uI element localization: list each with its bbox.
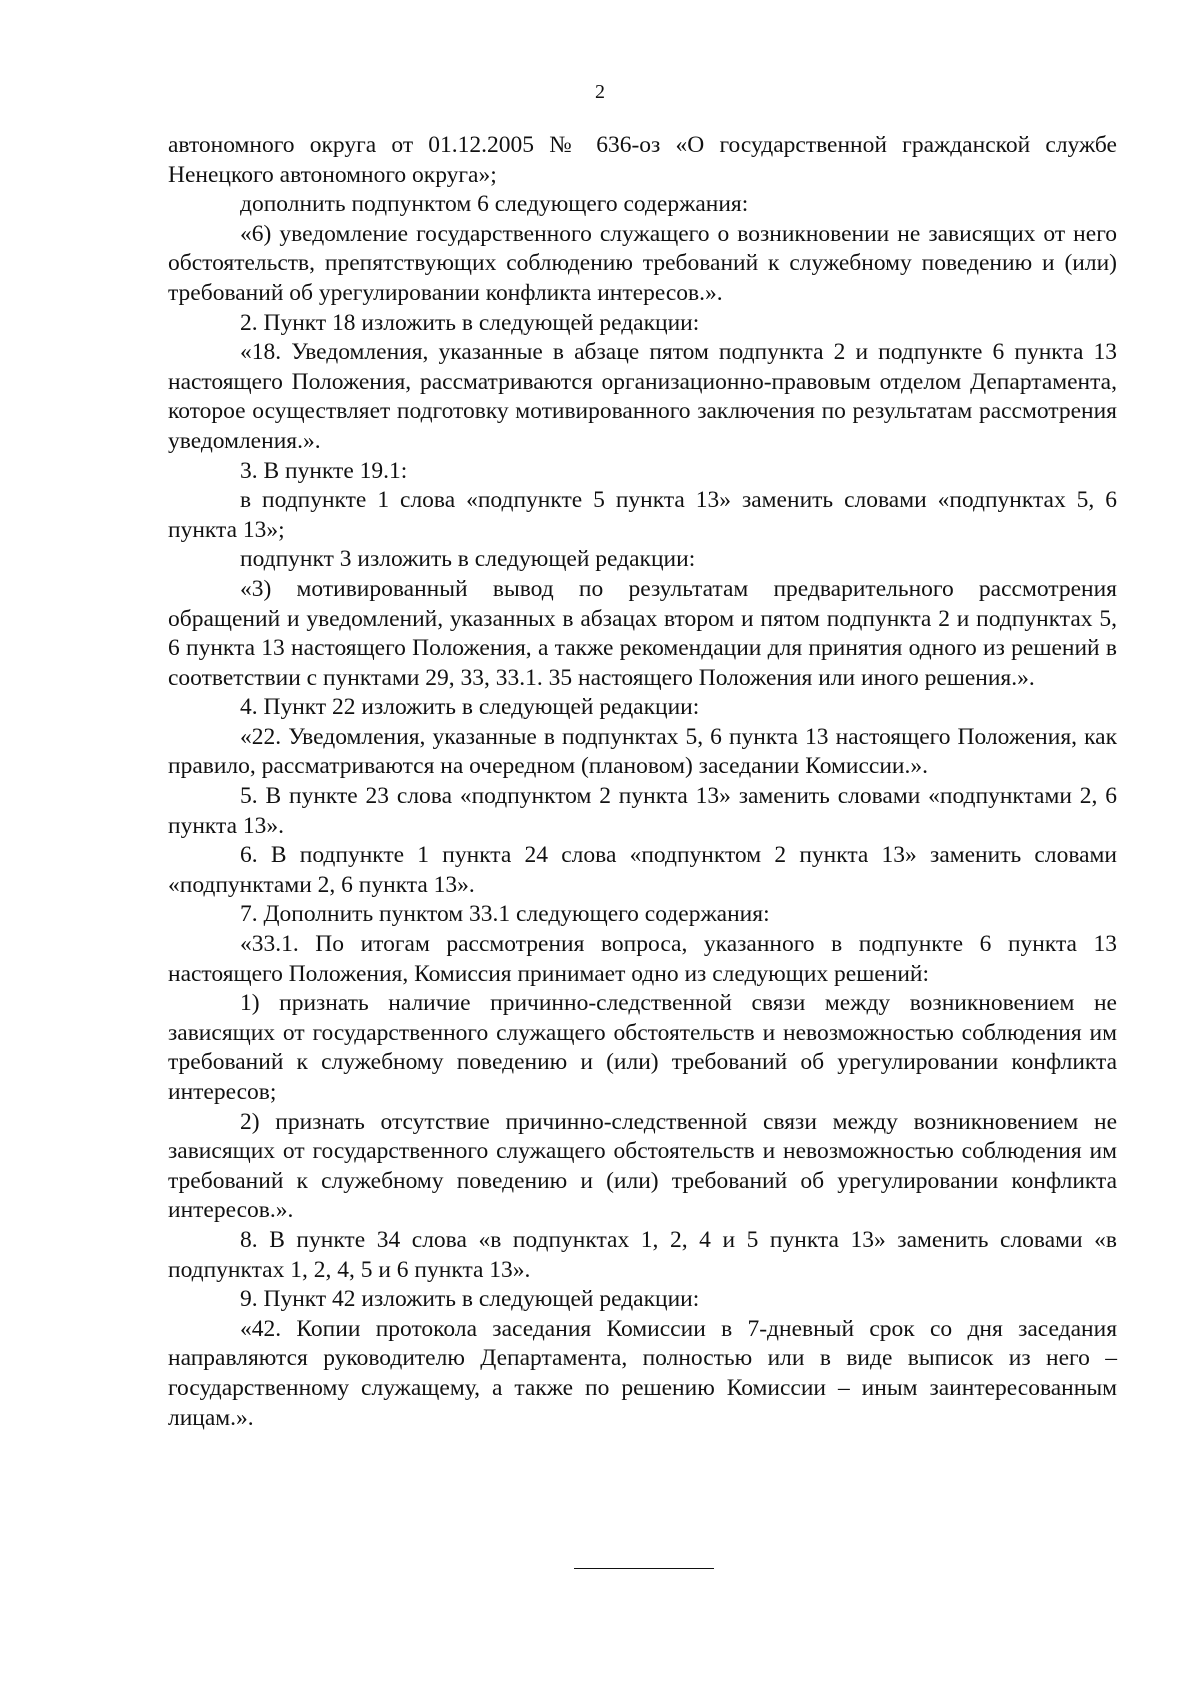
paragraph-item-6: 6. В подпункте 1 пункта 24 слова «подпунктом 2 пункта 13» заменить словами «подпунктами 2, 6 пункта 13». [168,842,1117,898]
paragraph-item-7: 7. Дополнить пунктом 33.1 следующего содержания: [240,901,770,928]
paragraph-add-subitem-6: дополнить подпунктом 6 следующего содержания: [240,191,749,218]
paragraph-item-22-text: «22. Уведомления, указанные в подпунктах 5, 6 пункта 13 настоящего Положения, как правило, рассматриваются на очередном (плановом) заседании Комиссии.». [168,723,1117,780]
paragraph-item-42-text: «42. Копии протокола заседания Комиссии в 7-дневный срок со дня заседания направляются руководителю Департамента, полностью или в виде выписок из него – государственному служащему, а также по решению Комиссии – иным заинтересованным лицам.». [168,1315,1117,1431]
paragraph-item-2: 2. Пункт 18 изложить в следующей редакции: [240,309,700,336]
paragraph-item-5: 5. В пункте 23 слова «подпунктом 2 пункта 13» заменить словами «подпунктами 2, 6 пункта 13». [168,783,1117,839]
end-of-document-rule [574,1568,714,1569]
paragraph-subitem-6-text: «6) уведомление государственного служащего о возникновении не зависящих от него обстоятельств, препятствующих соблюдению требований к служебному поведению и (или) требований об урегулировании конфликта интересов.». [168,220,1117,306]
paragraph-item-3-sub-3-text: «3) мотивированный вывод по результатам предварительного рассмотрения обращений и уведомлений, указанных в абзацах втором и пятом подпункта 2 и подпунктах 5, 6 пункта 13 настоящего Положения, а также рекомендации для принятия одного из решений в соответствии с пунктами 29, 33, 33.1. 35 настоящего Положения или иного решения.». [168,575,1117,691]
page-number: 2 [595,81,605,103]
paragraph-item-18-text: «18. Уведомления, указанные в абзаце пятом подпункта 2 и подпункте 6 пункта 13 настоящего Положения, рассматриваются организационно-правовым отделом Департамента, которое осуществляет подготовку мотивированного заключения по результатам рассмотрения уведомления.». [168,339,1117,454]
paragraph-intro-continuation: автономного округа от 01.12.2005 № 636-оз «О государственной гражданской службе Ненецкого автономного округа»; [168,132,1117,188]
document-body [168,131,1117,1433]
paragraph-item-8: 8. В пункте 34 слова «в подпунктах 1, 2, 4 и 5 пункта 13» заменить словами «в подпунктах 1, 2, 4, 5 и 6 пункта 13». [168,1226,1117,1283]
paragraph-item-9: 9. Пункт 42 изложить в следующей редакции: [240,1286,700,1313]
paragraph-item-33-1-text: «33.1. По итогам рассмотрения вопроса, указанного в подпункте 6 пункта 13 настоящего Положения, Комиссия принимает одно из следующих решений: [168,931,1117,987]
paragraph-decision-1: 1) признать наличие причинно-следственной связи между возникновением не зависящих от государственного служащего обстоятельств и невозможностью соблюдения им требований к служебному поведению и (или) требований об урегулировании конфликта интересов; [168,990,1117,1105]
paragraph-item-4: 4. Пункт 22 изложить в следующей редакции: [240,694,700,721]
paragraph-item-3-sub-1: в подпункте 1 слова «подпункте 5 пункта 13» заменить словами «подпунктах 5, 6 пункта 13»; [168,487,1117,543]
paragraph-decision-2: 2) признать отсутствие причинно-следственной связи между возникновением не зависящих от государственного служащего обстоятельств и невозможностью соблюдения им требований к служебному поведению и (или) требований об урегулировании конфликта интересов.». [168,1108,1117,1224]
paragraph-item-3: 3. В пункте 19.1: [240,457,408,484]
paragraph-item-3-sub-3: подпункт 3 изложить в следующей редакции: [240,546,696,573]
